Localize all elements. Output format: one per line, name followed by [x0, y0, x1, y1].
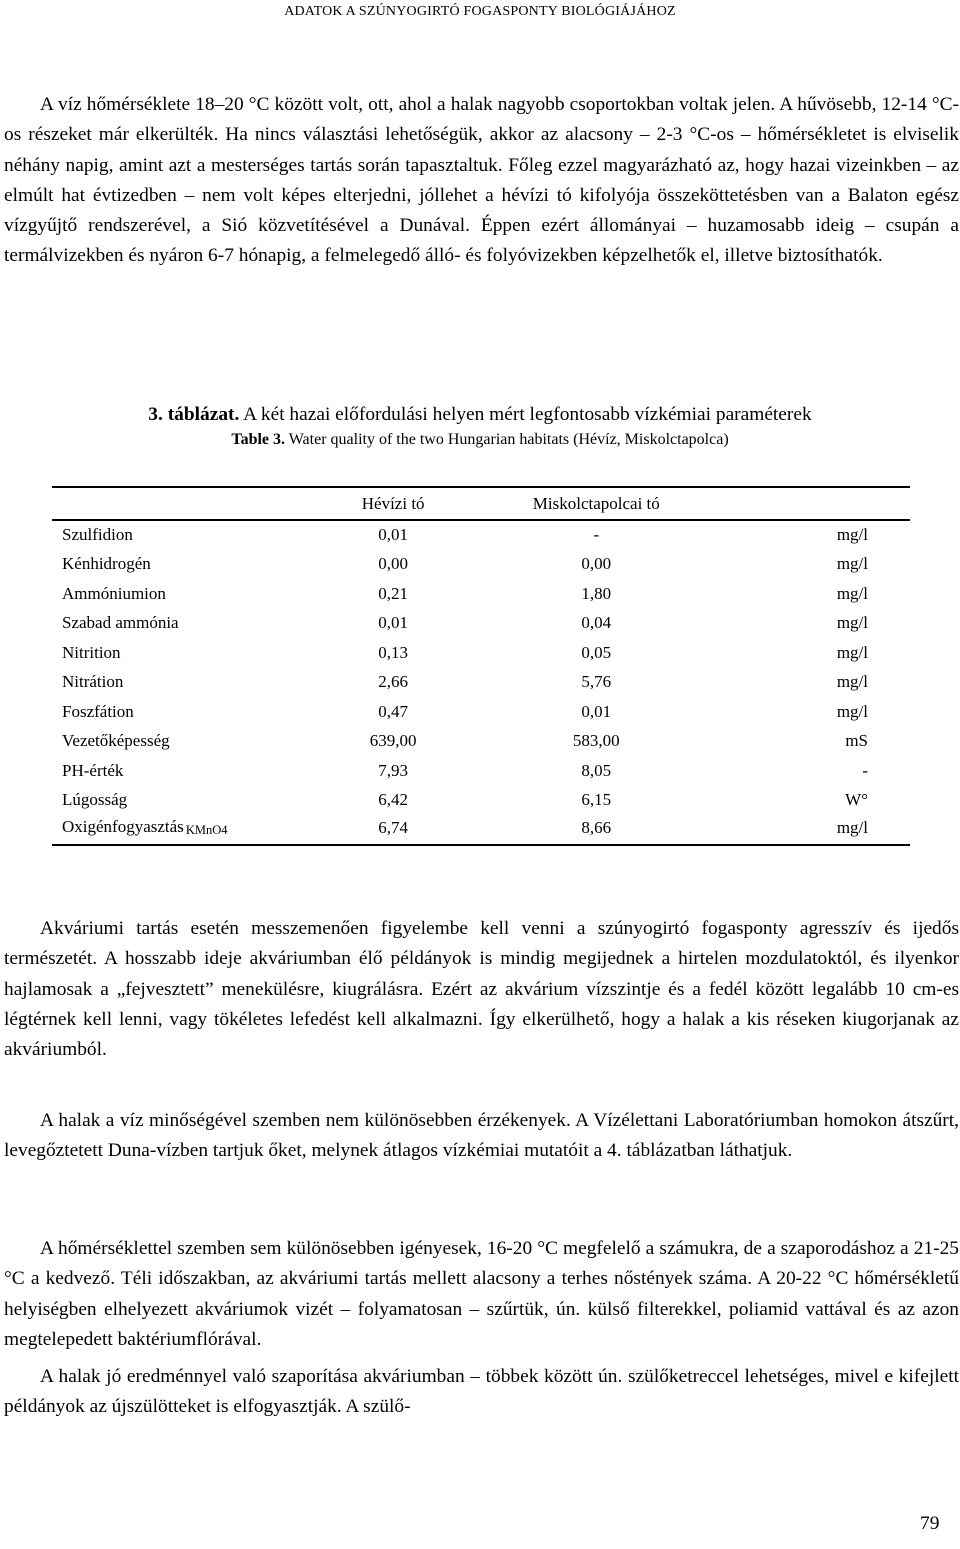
row-unit: mg/l [836, 701, 868, 721]
row-miskolc-value: 0,04 [581, 613, 612, 633]
table-row [52, 786, 910, 816]
table-row [52, 727, 910, 757]
table-caption-en-label: Table 3. [231, 431, 286, 448]
row-name: Lúgosság [62, 790, 128, 810]
header-heviz: Hévízi tó [312, 487, 474, 520]
row-name: Vezetőképesség [62, 731, 170, 751]
row-heviz-value: 0,47 [378, 701, 409, 721]
row-heviz-value: 0,21 [378, 583, 409, 603]
row-miskolc-value: 6,15 [581, 790, 612, 810]
row-unit: mS [845, 731, 868, 751]
table-caption-en-text: Water quality of the two Hungarian habitats (Hévíz, Miskolctapolca) [288, 431, 729, 448]
page-number: 79 [920, 1513, 940, 1534]
row-unit: W° [845, 790, 868, 810]
table-row [52, 638, 910, 668]
table-row [52, 756, 910, 786]
row-miskolc-value: 1,80 [581, 583, 612, 603]
row-name: Foszfátion [62, 701, 134, 721]
row-unit: mg/l [836, 554, 868, 574]
row-miskolc-value: 0,01 [581, 701, 612, 721]
row-name [52, 815, 312, 845]
table-caption-hu-label: 3. táblázat. [148, 404, 240, 425]
row-heviz-value: 6,74 [312, 815, 474, 845]
row-heviz-value: 2,66 [378, 672, 409, 692]
table-row [52, 520, 910, 550]
row-name: Kénhidrogén [62, 554, 151, 574]
paragraph-aquarium: Akváriumi tartás esetén messzemenően figyelembe kell venni a szúnyogirtó fogasponty agresszív és ijedős természetét. A hosszabb ideje akváriumban élő példányok is mindig megijednek a hirtelen mozdulatoktól, és ilyenkor hajlamosak a „fejvesztett” menekülésre, kiugrálásra. Ezért az akvárium vízszintje és a fedél között legalább 10 cm-es légtérnek kell lenni, vagy tökéletes lefedést kell alkalmazni. Így elkerülhető, hogy a halak a kis réseken kiugorjanak az akváriumból. [4, 918, 959, 1061]
row-name: Ammóniumion [62, 583, 166, 603]
water-quality-table [52, 486, 910, 846]
paragraph-water-quality: A halak a víz minőségével szemben nem különösebben érzékenyek. A Vízélettani Laboratóriumban homokon átszűrt, levegőztetett Duna-vízben tartjuk őket, melynek átlagos vízkémiai mutatóit a 4. táblázatban láthatjuk. [4, 1110, 959, 1162]
paragraph-temperature-needs: A hőmérséklettel szemben sem különösebben igényesek, 16-20 °C megfelelő a számukra, de a szaporodáshoz a 21-25 °C a kedvező. Téli időszakban, az akváriumi tartás mellett alacsony a terhes nőstények száma. A 20-22 °C hőmérsékletű helyiségben elhelyezett akváriumok vizét – folyamatosan – szűrtük, ún. külső filterekkel, poliamid vattával és az azon megtelepedett baktériumflórával. [4, 1238, 959, 1350]
header-parameter [52, 487, 312, 520]
running-head: ADATOK A SZÚNYOGIRTÓ FOGASPONTY BIOLÓGIÁJÁHOZ [284, 4, 676, 19]
row-miskolc-value: - [593, 525, 600, 545]
table-row [52, 579, 910, 609]
row-heviz-value: 6,42 [378, 790, 409, 810]
row-unit: mg/l [836, 525, 868, 545]
row-name-text: Oxigénfogyasztás [62, 817, 184, 837]
table-caption-hu-text: A két hazai előfordulási helyen mért legfontosabb vízkémiai paraméterek [243, 404, 812, 425]
table-caption-english [0, 428, 960, 452]
row-miskolc-value: 583,00 [572, 731, 620, 751]
header-unit [719, 487, 910, 520]
row-unit: mg/l [719, 815, 910, 845]
row-heviz-value: 0,01 [378, 525, 409, 545]
row-miskolc-value: 0,05 [581, 642, 612, 662]
row-heviz-value: 0,01 [378, 613, 409, 633]
row-unit: mg/l [836, 672, 868, 692]
row-miskolc-value: 0,00 [581, 554, 612, 574]
row-unit: mg/l [836, 642, 868, 662]
row-name: Szabad ammónia [62, 613, 179, 633]
table-row [52, 609, 910, 639]
row-heviz-value: 0,00 [378, 554, 409, 574]
table-header-row [52, 487, 910, 520]
header-miskolctapolca: Miskolctapolcai tó [474, 487, 719, 520]
row-name-subscript: KMnO4 [185, 823, 228, 838]
row-heviz-value: 0,13 [378, 642, 409, 662]
row-name: Nitrátion [62, 672, 124, 692]
table-row [52, 550, 910, 580]
row-miskolc-value: 5,76 [581, 672, 612, 692]
row-unit: mg/l [836, 583, 868, 603]
row-name: Szulfidion [62, 525, 133, 545]
row-heviz-value: 7,93 [378, 760, 409, 780]
paragraph-breeding: A halak jó eredménnyel való szaporítása akváriumban – többek között ún. szülőketreccel lehetséges, mivel e kifejlett példányok az újszülötteket is elfogyasztják. A szülő- [4, 1366, 959, 1418]
table-caption-hungarian [0, 400, 960, 430]
row-heviz-value: 639,00 [369, 731, 417, 751]
row-name: Nitrition [62, 642, 121, 662]
paragraph-temperature: A víz hőmérséklete 18–20 °C között volt, ott, ahol a halak nagyobb csoportokban voltak jelen. A hűvösebb, 12-14 °C-os részeket már elkerülték. Ha nincs választási lehetőségük, akkor az alacsony – 2-3 °C-os – hőmérsékletet is elviselik néhány napig, amint azt a mesterséges tartás során tapasztaltuk. Főleg ezzel magyarázható az, hogy hazai vizeinkben – az elmúlt hat évtizedben – nem volt képes elterjedni, jóllehet a hévízi tó kifolyója összeköttetésben van a Balaton egész vízgyűjtő rendszerével, a Sió közvetítésével a Dunával. Éppen ezért állományai – huzamosabb ideig – csupán a termálvizekben és nyáron 6-7 hónapig, a felmelegedő álló- és folyóvizekben képzelhetők el, illetve biztosíthatók. [4, 94, 959, 267]
table-row [52, 668, 910, 698]
row-miskolc-value: 8,05 [581, 760, 612, 780]
row-unit: mg/l [836, 613, 868, 633]
row-name: PH-érték [62, 760, 124, 780]
table-row [52, 815, 910, 845]
table-row [52, 697, 910, 727]
row-miskolc-value: 8,66 [474, 815, 719, 845]
row-unit: - [862, 760, 868, 780]
